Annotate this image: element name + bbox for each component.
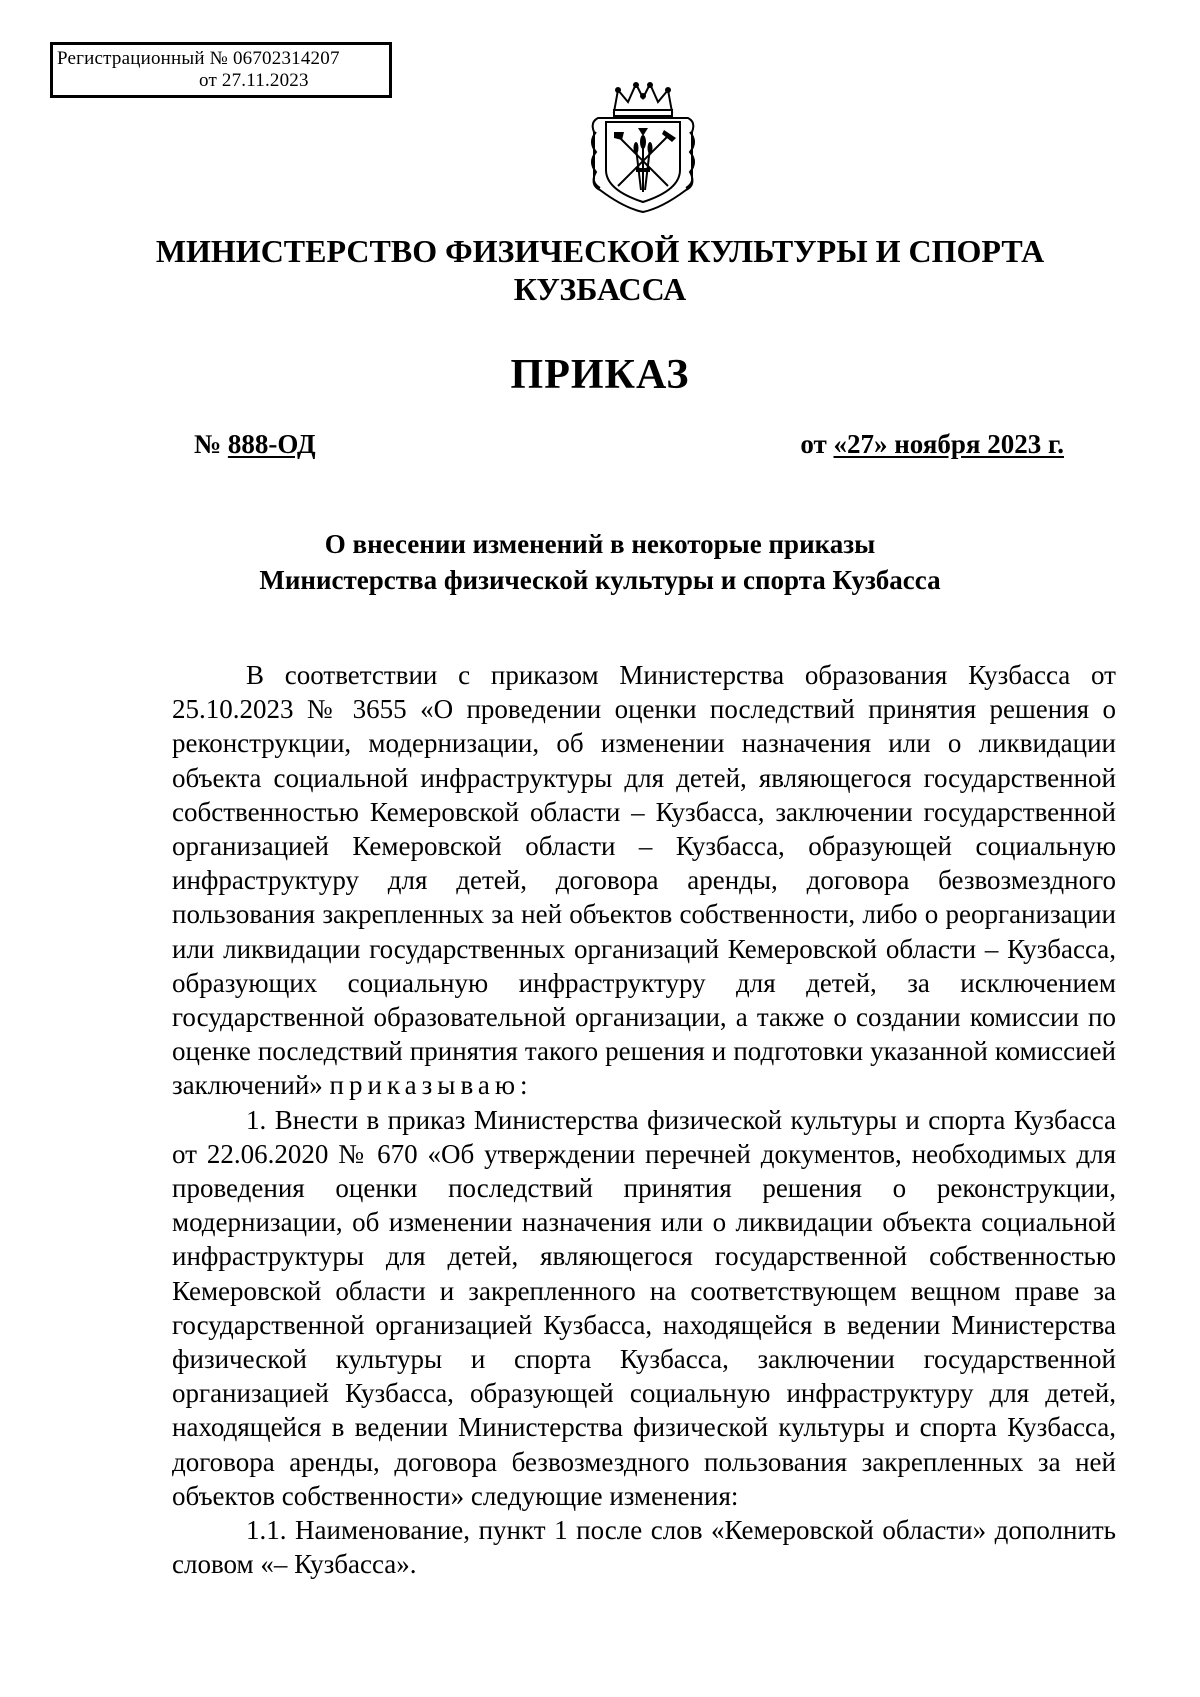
order-number [194, 428, 316, 460]
order-date-prefix: от [800, 429, 834, 459]
item-1-1-paragraph: 1.1. Наименование, пункт 1 после слов «Кемеровской области» дополнить словом «– Кузбасса». [172, 1515, 1116, 1580]
registration-stamp [50, 42, 392, 98]
orders-word: приказываю: [329, 1070, 533, 1101]
order-number-value: 888-ОД [227, 429, 316, 459]
ministry-name-line2: КУЗБАССА [513, 271, 687, 307]
document-body [172, 658, 1116, 1581]
order-title: ПРИКАЗ [510, 352, 690, 398]
registration-date: от 27.11.2023 [199, 70, 309, 91]
order-date-value: «27» ноября 2023 г. [833, 429, 1064, 459]
ministry-name [0, 232, 1200, 308]
item-1-paragraph: 1. Внести в приказ Министерства физической культуры и спорта Кузбасса от 22.06.2020 № 670 «Об утверждении перечней документов, необходимых для проведения оценки последствий принятия решения о реконструкции, модернизации, об изменении назначения или о ликвидации объекта социальной инфраструктуры для детей, являющегося государственной собственностью Кемеровской области и закрепленного на соответствующем вещном праве за государственной организацией Кузбасса, находящейся в ведении Министерства физической культуры и спорта Кузбасса, заключении государственной организацией Кузбасса, образующей социальную инфраструктуру для детей, находящейся в ведении Министерства физической культуры и спорта Кузбасса, договора аренды, договора безвозмездного пользования закрепленных за ней объектов собственности» следующие изменения: [172, 1104, 1116, 1511]
registration-number: Регистрационный № 06702314207 [57, 48, 340, 69]
ministry-name-line1: МИНИСТЕРСТВО ФИЗИЧЕСКОЙ КУЛЬТУРЫ И СПОРТА [155, 233, 1045, 269]
preamble-paragraph [172, 658, 1116, 1103]
coat-of-arms-icon [584, 82, 702, 214]
order-number-prefix: № [194, 429, 228, 459]
order-subject-line1: О внесении изменений в некоторые приказы [324, 529, 876, 559]
order-subject [0, 526, 1200, 598]
order-date [800, 428, 1064, 460]
preamble-text: В соответствии с приказом Министерства образования Кузбасса от 25.10.2023 № 3655 «О проведении оценки последствий принятия решения о реконструкции, модернизации, об изменении назначения или о ликвидации объекта социальной инфраструктуры для детей, являющегося государственной собственностью Кемеровской области – Кузбасса, заключении государственной организацией Кемеровской области – Кузбасса, образующей социальную инфраструктуру для детей, договора аренды, договора безвозмездного пользования закрепленных за ней объектов собственности, либо о реорганизации или ликвидации государственных организаций Кемеровской области – Кузбасса, образующих социальную инфраструктуру для детей, за исключением государственной образовательной организации, а также о создании комиссии по оценке последствий принятия такого решения и подготовки указанной комиссией заключений» [172, 660, 1116, 1101]
order-subject-line2: Министерства физической культуры и спорта Кузбасса [259, 565, 941, 595]
